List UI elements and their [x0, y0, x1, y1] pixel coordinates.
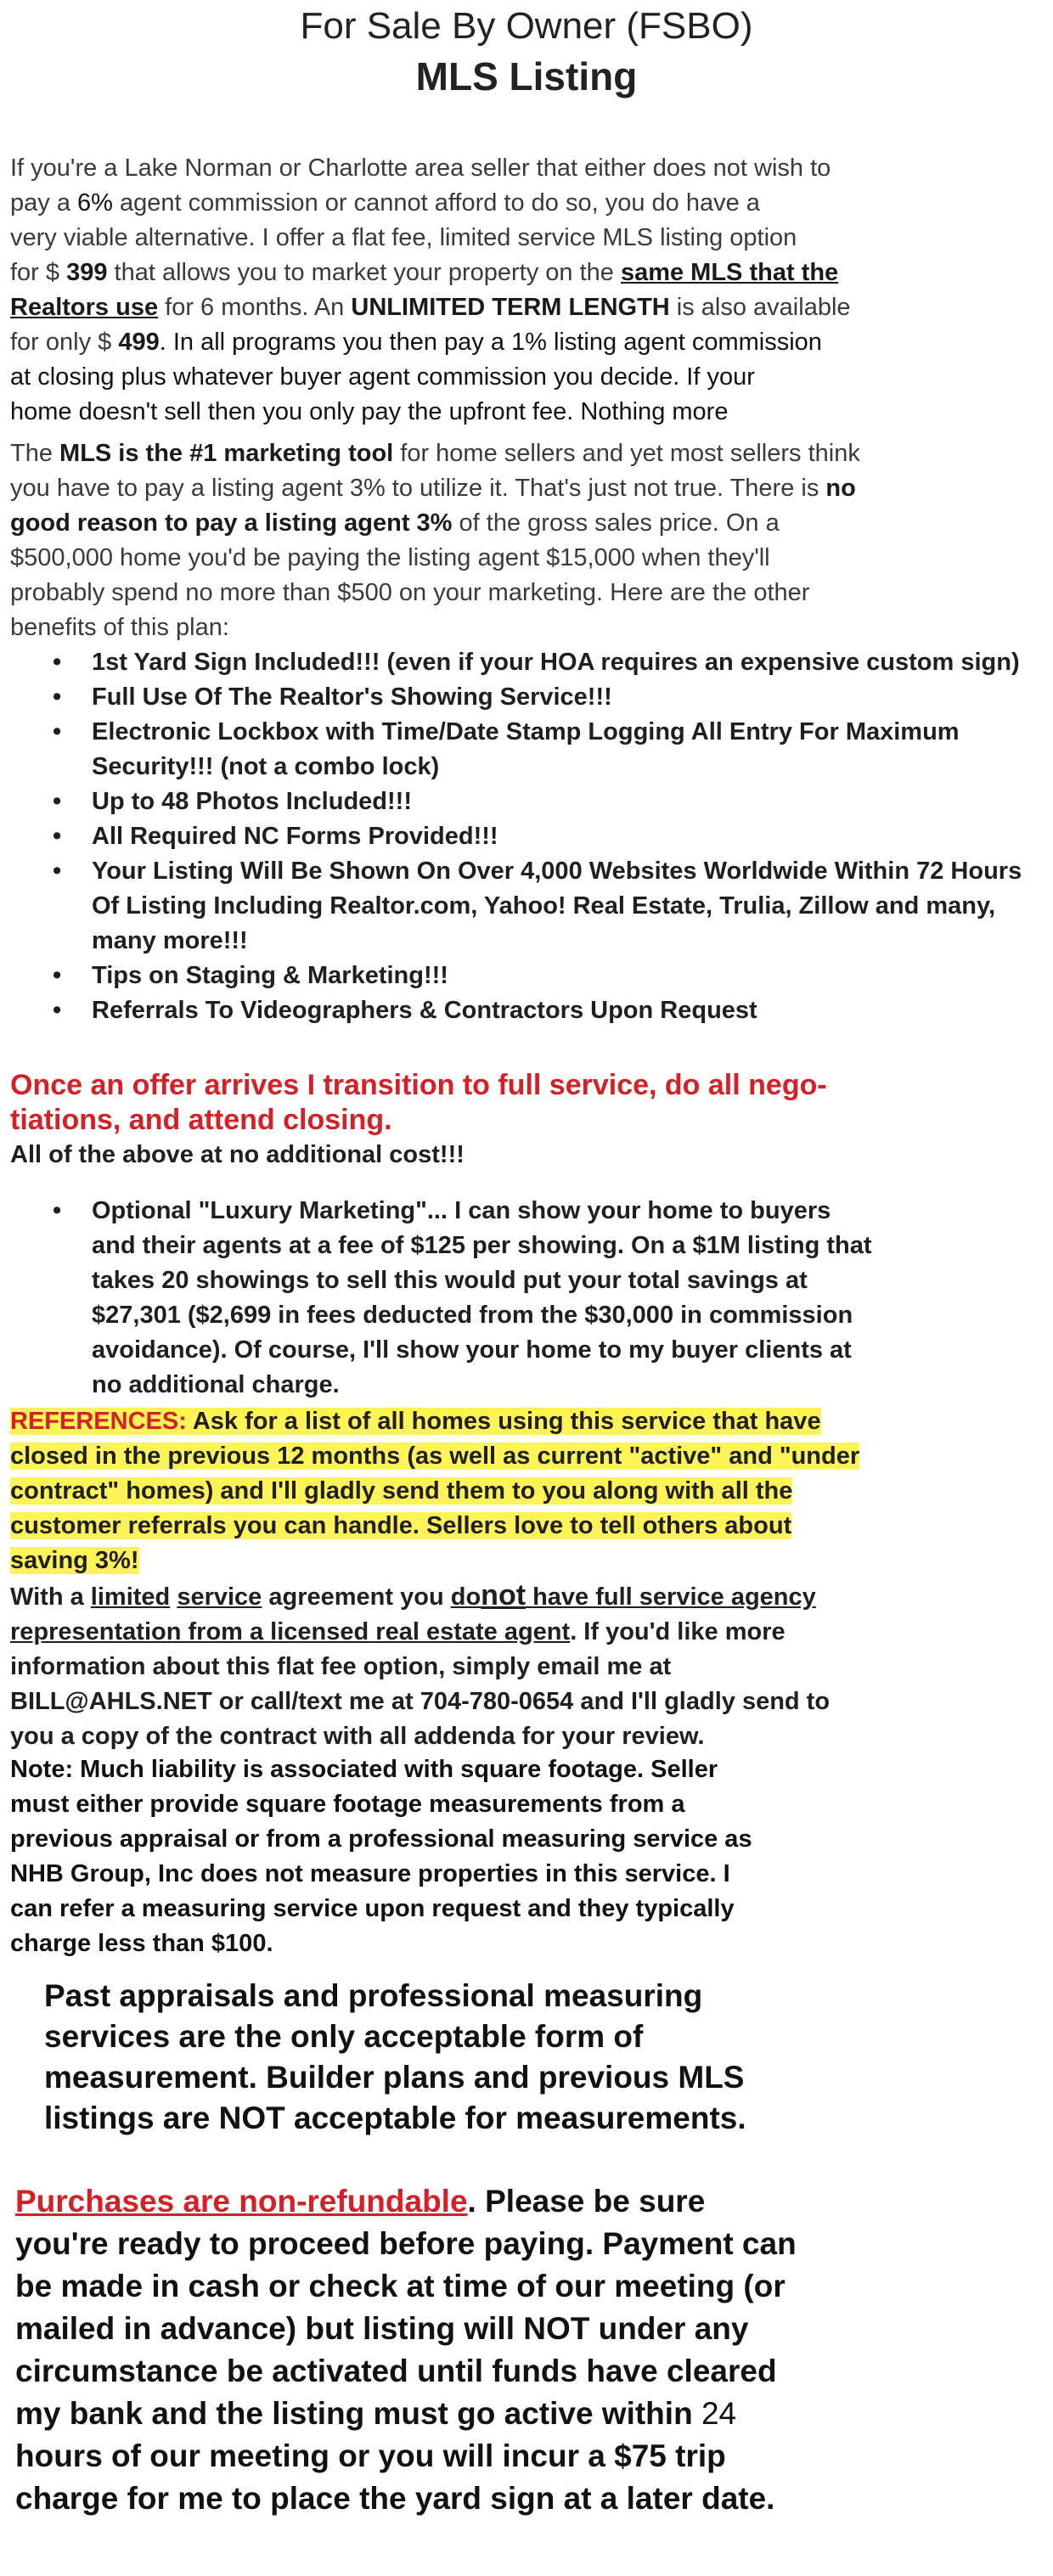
list-item: • Your Listing Will Be Shown On Over 4,000 Websites Worldwide Within 72 Hours Of Listing Including Realtor.com, Yahoo! Real Estate, Trulia, Zillow and many, many more!!!: [48, 854, 1041, 959]
fee-unlimited: 499: [118, 329, 160, 356]
references-line: REFERENCES: Ask for a list of all homes using this service that have: [10, 1408, 821, 1435]
list-item: • 1st Yard Sign Included!!! (even if your HOA requires an expensive custom sign): [48, 645, 1041, 680]
intro-line: at closing plus whatever buyer agent commission you decide. If your: [10, 363, 755, 391]
realtors-use-text: Realtors use: [10, 294, 159, 321]
appraisals-line: Past appraisals and professional measuring: [44, 1978, 703, 2013]
appraisals-line: services are the only acceptable form of: [44, 2019, 644, 2054]
purchases-line: hours of our meeting or you will incur a $75 trip: [15, 2438, 726, 2473]
purchases-line: circumstance be activated until funds have cleared: [15, 2354, 777, 2388]
purchases-line: my bank and the listing must go active within 24: [15, 2396, 737, 2431]
purchases-paragraph: [15, 2180, 1047, 2520]
list-item: • All Required NC Forms Provided!!!: [48, 819, 1041, 854]
offer-block: [10, 1068, 1045, 1173]
intro-line: very viable alternative. I offer a flat fee, limited service MLS listing option: [10, 224, 797, 251]
note-line: must either provide square footage measurements from a: [10, 1791, 685, 1818]
note-line: can refer a measuring service upon request and they typically: [10, 1895, 735, 1922]
intro-line: pay a 6% agent commission or cannot afford to do so, you do have a: [10, 189, 760, 217]
purchases-line: Purchases are non-refundable. Please be sure: [15, 2184, 706, 2219]
references-line: contract" homes) and I'll gladly send them to you along with all the: [10, 1477, 793, 1505]
references-line: closed in the previous 12 months (as well as current "active" and "under: [10, 1443, 860, 1470]
contact-info: BILL@AHLS.NET or call/text me at 704-780-0654 and I'll gladly send to: [10, 1688, 831, 1715]
mls-tool-text: MLS is the #1 marketing tool: [59, 440, 394, 467]
list-item: • Optional "Luxury Marketing"... I can show your home to buyers and their agents at a fee of $125 per showing. On a $1M listing that takes 20 showings to sell this would put your total savings at $27,301 ($2,699 in fees deducted from the $30,000 in commission avoidance). Of course, I'll show your home to my buyer clients at no additional charge.: [48, 1194, 1041, 1403]
non-refundable-text: Purchases are non-refundable: [15, 2184, 468, 2219]
references-line: customer referrals you can handle. Sellers love to tell others about: [10, 1512, 792, 1539]
fee-6-month: 399: [66, 259, 108, 286]
offer-heading-line: tiations, and attend closing.: [10, 1104, 392, 1136]
marketing-line: probably spend no more than $500 on your marketing. Here are the other: [10, 579, 810, 606]
unlimited-term-text: UNLIMITED TERM LENGTH: [351, 294, 670, 321]
purchases-line: mailed in advance) but listing will NOT under any: [15, 2311, 749, 2346]
no-cost-text: All of the above at no additional cost!!!: [10, 1141, 465, 1168]
marketing-line: good reason to pay a listing agent 3% of the gross sales price. On a: [10, 509, 780, 537]
intro-paragraph: [10, 151, 1045, 430]
note-line: NHB Group, Inc does not measure properties in this service. I: [10, 1860, 730, 1887]
references-line: saving 3%!: [10, 1547, 139, 1574]
intro-line: home doesn't sell then you only pay the upfront fee. Nothing more: [10, 398, 729, 425]
luxury-list: [48, 1194, 1041, 1403]
appraisals-paragraph: [44, 1976, 1038, 2139]
list-item: • Electronic Lockbox with Time/Date Stamp Logging All Entry For Maximum Security!!! (not a combo lock): [48, 715, 1041, 785]
agreement-line: With a limited service agreement you donot have full service agency: [10, 1579, 816, 1611]
offer-heading-line: Once an offer arrives I transition to full service, do all nego-: [10, 1069, 827, 1101]
marketing-line: benefits of this plan:: [10, 614, 229, 641]
commission-pct: 6%: [77, 189, 113, 217]
good-reason-text: good reason to pay a listing agent 3%: [10, 509, 453, 537]
marketing-line: $500,000 home you'd be paying the listing agent $15,000 when they'll: [10, 544, 770, 571]
purchases-line: you're ready to proceed before paying. Payment can: [15, 2226, 797, 2261]
appraisals-line: listings are NOT acceptable for measurements.: [44, 2101, 746, 2135]
appraisals-line: measurement. Builder plans and previous MLS: [44, 2060, 745, 2095]
intro-line: for $ 399 that allows you to market your property on the same MLS that the: [10, 259, 839, 286]
agreement-line: information about this flat fee option, simply email me at: [10, 1653, 672, 1680]
purchases-line: charge for me to place the yard sign at a later date.: [15, 2481, 775, 2516]
list-item: • Referrals To Videographers & Contractors Upon Request: [48, 993, 1041, 1028]
note-line: Note: Much liability is associated with square footage. Seller: [10, 1756, 718, 1783]
agreement-line: you a copy of the contract with all addenda for your review.: [10, 1723, 705, 1750]
intro-line: for only $ 499. In all programs you then pay a 1% listing agent commission: [10, 329, 822, 356]
note-line: previous appraisal or from a professional measuring service as: [10, 1825, 752, 1853]
benefits-list: [48, 645, 1041, 1028]
page-subtitle: MLS Listing: [415, 54, 638, 98]
list-item: • Full Use Of The Realtor's Showing Service!!!: [48, 680, 1041, 715]
agreement-line: representation from a licensed real estate agent. If you'd like more: [10, 1618, 786, 1645]
purchases-line: be made in cash or check at time of our meeting (or: [15, 2269, 786, 2303]
marketing-paragraph: [10, 436, 1045, 645]
agreement-line: [10, 1685, 1045, 1719]
references-label: REFERENCES:: [10, 1408, 187, 1435]
list-item: • Up to 48 Photos Included!!!: [48, 785, 1041, 819]
marketing-line: you have to pay a listing agent 3% to utilize it. That's just not true. There is no: [10, 475, 856, 502]
agreement-paragraph: [10, 1578, 1045, 1754]
intro-line: Realtors use for 6 months. An UNLIMITED TERM LENGTH is also available: [10, 294, 851, 321]
references-block: [10, 1404, 1045, 1578]
marketing-line: The MLS is the #1 marketing tool for home sellers and yet most sellers think: [10, 440, 860, 467]
note-line: charge less than $100.: [10, 1930, 273, 1957]
list-item: • Tips on Staging & Marketing!!!: [48, 959, 1041, 993]
note-paragraph: [10, 1752, 1045, 1961]
intro-line: If you're a Lake Norman or Charlotte area seller that either does not wish to: [10, 155, 831, 182]
page-title: For Sale By Owner (FSBO): [300, 5, 753, 47]
same-mls-text: same MLS that the: [620, 259, 839, 286]
